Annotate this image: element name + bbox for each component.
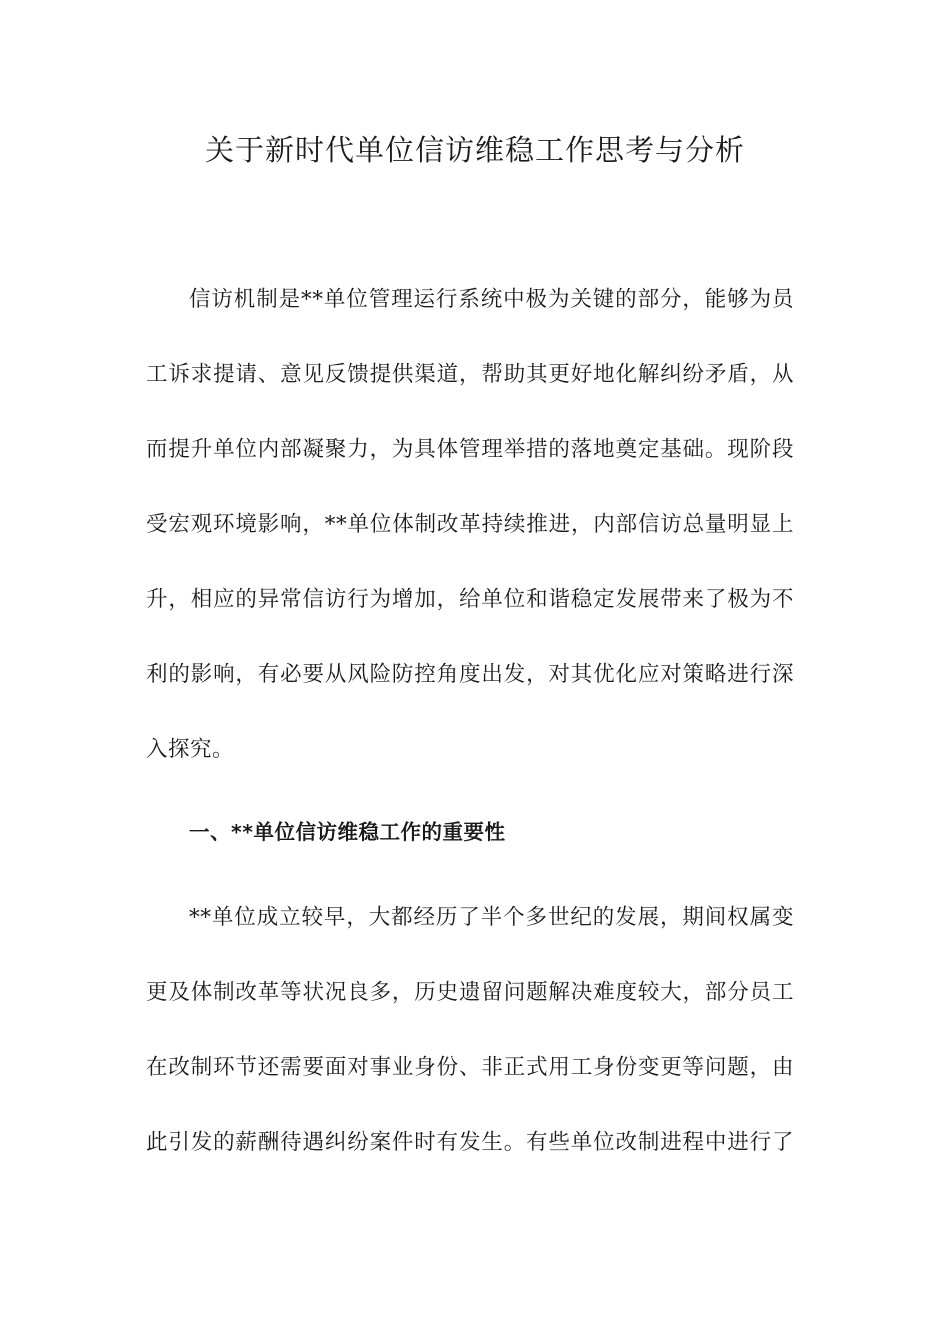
paragraph-line: 而提升单位内部凝聚力，为具体管理举措的落地奠定基础。现阶段 bbox=[146, 437, 794, 462]
document-title: 关于新时代单位信访维稳工作思考与分析 bbox=[204, 133, 745, 167]
paragraph-line: 入探究。 bbox=[146, 737, 235, 762]
paragraph-line: 升，相应的异常信访行为增加，给单位和谐稳定发展带来了极为不 bbox=[146, 587, 794, 612]
paragraph-line: 工诉求提请、意见反馈提供渠道，帮助其更好地化解纠纷矛盾，从 bbox=[146, 362, 794, 387]
paragraph-line: 在改制环节还需要面对事业身份、非正式用工身份变更等问题，由 bbox=[146, 1055, 794, 1080]
paragraph-line: **单位成立较早，大都经历了半个多世纪的发展，期间权属变 bbox=[189, 905, 794, 930]
paragraph-line: 更及体制改革等状况良多，历史遗留问题解决难度较大，部分员工 bbox=[146, 980, 794, 1005]
paragraph-line: 此引发的薪酬待遇纠纷案件时有发生。有些单位改制进程中进行了 bbox=[146, 1130, 794, 1155]
paragraph-line: 信访机制是**单位管理运行系统中极为关键的部分，能够为员 bbox=[189, 287, 794, 312]
section-heading: 一、**单位信访维稳工作的重要性 bbox=[189, 820, 506, 844]
paragraph-line: 利的影响，有必要从风险防控角度出发，对其优化应对策略进行深 bbox=[146, 662, 794, 687]
paragraph-line: 受宏观环境影响，**单位体制改革持续推进，内部信访总量明显上 bbox=[146, 512, 794, 537]
